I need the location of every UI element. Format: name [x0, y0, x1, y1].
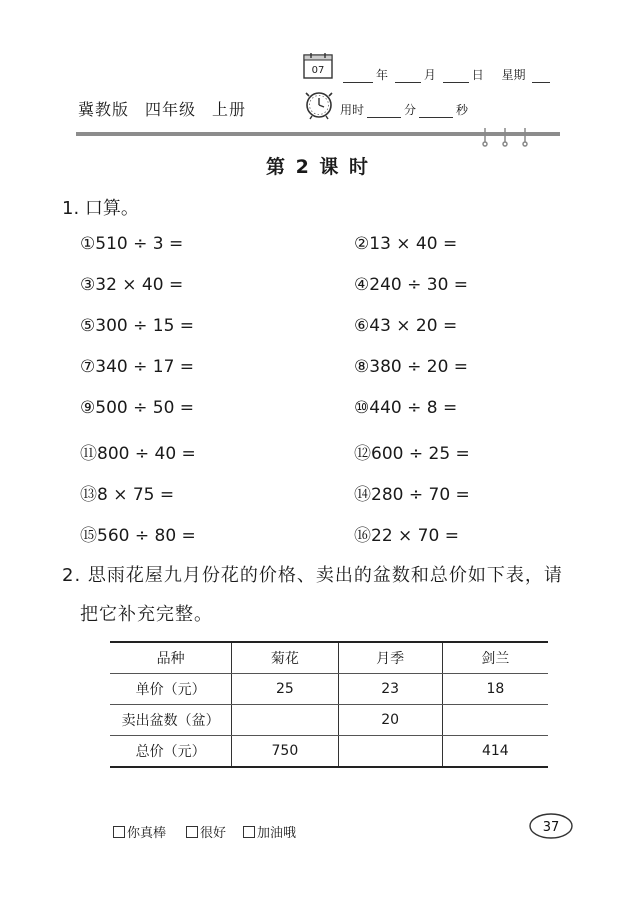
- table-header-row: [110, 642, 548, 674]
- exercise-8: ⑧380 ÷ 20 =: [354, 357, 469, 377]
- question-2-text-line2: 把它补充完整。: [80, 604, 213, 625]
- evaluation-keep-going[interactable]: 加油哦: [243, 822, 296, 841]
- calendar-icon: [303, 52, 333, 79]
- exercise-10: ⑩440 ÷ 8 =: [354, 398, 458, 418]
- table-cell: 750: [232, 736, 338, 768]
- exercise-3: ③32 × 40 =: [80, 275, 184, 295]
- date-line: 年 月 日 星期: [340, 66, 553, 83]
- table-row: [110, 705, 548, 736]
- table-cell: 23: [338, 674, 442, 705]
- exercise-16: ⑯22 × 70 =: [354, 526, 459, 546]
- exercise-12: ⑫600 ÷ 25 =: [354, 444, 470, 464]
- table-cell: 单价（元）: [110, 674, 232, 705]
- exercise-4: ④240 ÷ 30 =: [354, 275, 469, 295]
- table-cell-blank[interactable]: [232, 705, 338, 736]
- table-cell: 卖出盆数（盆）: [110, 705, 232, 736]
- exercise-5: ⑤300 ÷ 15 =: [80, 316, 195, 336]
- table-cell: 25: [232, 674, 338, 705]
- checkbox-icon[interactable]: [113, 826, 125, 838]
- ring-dots-icon: [480, 126, 530, 148]
- exercise-15: ⑮560 ÷ 80 =: [80, 526, 196, 546]
- exercise-14: ⑭280 ÷ 70 =: [354, 485, 470, 505]
- exercise-9: ⑨500 ÷ 50 =: [80, 398, 195, 418]
- exercise-7: ⑦340 ÷ 17 =: [80, 357, 195, 377]
- page-number-badge: [528, 812, 574, 840]
- table-header-cell: 品种: [110, 642, 232, 674]
- exercise-11: ⑪800 ÷ 40 =: [80, 444, 196, 464]
- checkbox-icon[interactable]: [186, 826, 198, 838]
- table-row: [110, 736, 548, 768]
- table-cell-blank[interactable]: [442, 705, 548, 736]
- time-used-line: 用时 分 秒: [340, 103, 469, 117]
- table-row: [110, 674, 548, 705]
- exercise-6: ⑥43 × 20 =: [354, 316, 458, 336]
- lesson-title: 第 2 课 时: [265, 156, 371, 178]
- question-2-text-line1: 2. 思雨花屋九月份花的价格、卖出的盆数和总价如下表，请: [62, 565, 563, 586]
- checkbox-icon[interactable]: [243, 826, 255, 838]
- evaluation-good[interactable]: 很好: [186, 822, 226, 841]
- flower-price-table: [110, 641, 548, 768]
- exercise-13: ⑬8 × 75 =: [80, 485, 175, 505]
- table-cell: 18: [442, 674, 548, 705]
- table-cell: 总价（元）: [110, 736, 232, 768]
- table-header-cell: 菊花: [232, 642, 338, 674]
- calendar-day: 07: [311, 65, 325, 76]
- alarm-clock-icon: [303, 88, 335, 120]
- evaluation-great[interactable]: 你真棒: [113, 822, 166, 841]
- table-cell: 414: [442, 736, 548, 768]
- exercise-1: ①510 ÷ 3 =: [80, 234, 184, 254]
- question-1-title: 1. 口算。: [62, 198, 139, 219]
- edition-label: 冀教版 四年级 上册: [78, 100, 247, 119]
- table-cell: 20: [338, 705, 442, 736]
- page-number: 37: [542, 820, 560, 835]
- exercise-2: ②13 × 40 =: [354, 234, 458, 254]
- table-header-cell: 剑兰: [442, 642, 548, 674]
- table-cell-blank[interactable]: [338, 736, 442, 768]
- table-header-cell: 月季: [338, 642, 442, 674]
